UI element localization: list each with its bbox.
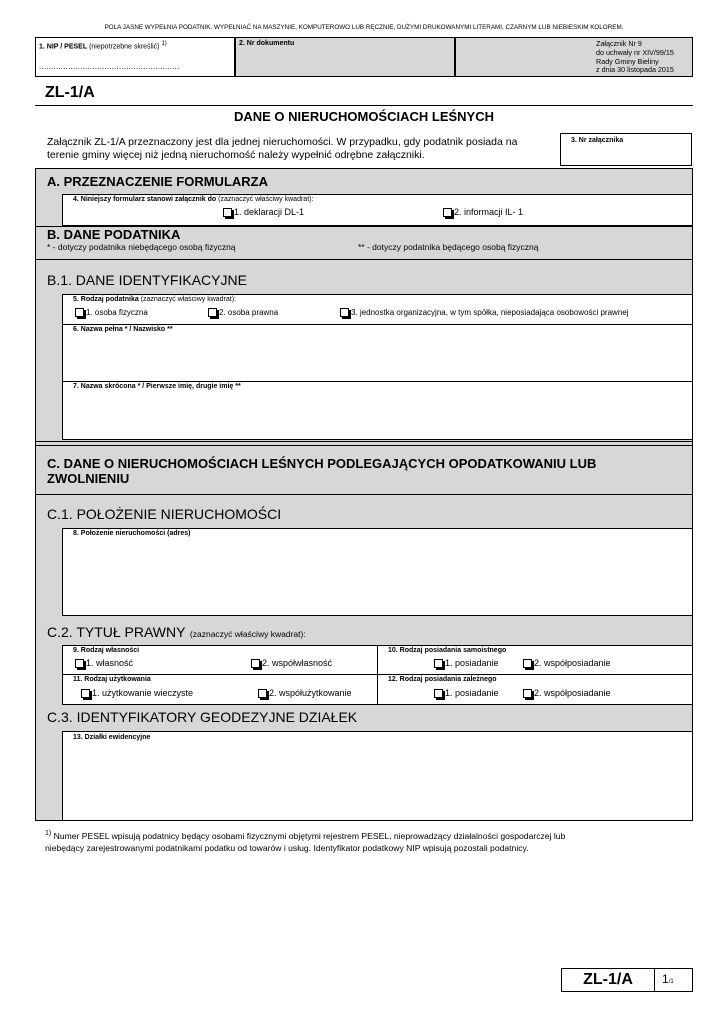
page-number: 1 [662,972,669,986]
section-a-title: A. PRZEZNACZENIE FORMULARZA [47,174,268,189]
co-possession-label: 2. współposiadanie [534,658,611,668]
field-8-label: 8. Położenie nieruchomości (adres) [73,530,191,537]
nip-footnote-marker: 1) [161,41,167,47]
legal-person-checkbox[interactable] [208,308,217,317]
footer-divider [654,969,655,991]
field-11-label: 11. Rodzaj użytkowania [73,676,151,683]
field-9-label: 9. Rodzaj własności [73,647,140,654]
title-rule [35,105,693,106]
field-13-label: 13. Działki ewidencyjne [73,734,151,741]
organizational-unit-label: 3. jednostka organizacyjna, w tym spółka, nieposiadająca osobowości prawnej [351,308,629,317]
field-6-label: 6. Nazwa pełna * / Nazwisko ** [73,326,173,333]
footnote-line [45,828,695,842]
document-number-field [235,37,455,77]
field-10-label: 10. Rodzaj posiadania samoistnego [388,647,507,654]
field-13-plots[interactable] [62,731,693,821]
il1-checkbox[interactable] [443,208,452,217]
attachment-number-label: 3. Nr załącznika [571,137,624,144]
field-4-purpose [62,194,693,226]
form-title: DANE O NIERUCHOMOŚCIACH LEŚNYCH [233,109,494,124]
intro-text: terenie gminy więcej niż jedną nieruchomość należy wypełnić odrębne załączniki. [47,149,425,161]
dl1-checkbox[interactable] [223,208,232,217]
section-c1-title: C.1. POŁOŻENIE NIERUCHOMOŚCI [47,506,282,522]
section-b-note-legal: * - dotyczy podatnika niebędącego osobą fizyczną [47,242,236,252]
footnote-text: niebędący zarejestrowanymi podatnikami podatku od towarów i usług. Identyfikator podatkowy NIP wpisują pozostali podatnicy. [45,842,529,853]
page-total: /1 [668,979,674,985]
section-a [35,168,693,226]
field-5-label: 5. Rodzaj podatnika [73,296,139,303]
section-b-title: B. DANE PODATNIKA [47,227,181,242]
dependent-co-possession-checkbox[interactable] [523,689,532,698]
field-6-full-name[interactable] [62,324,693,382]
field-12-label: 12. Rodzaj posiadania zależnego [388,676,497,683]
section-b1-title: B.1. DANE IDENTYFIKACYJNE [47,272,247,288]
section-c-title: C. DANE O NIERUCHOMOŚCIACH LEŚNYCH PODLEGAJĄCYCH OPODATKOWANIU LUB [47,456,597,471]
footer-form-code: ZL-1/A [583,971,633,988]
fill-instruction: POLA JASNE WYPEŁNIA PODATNIK. WYPEŁNIAĆ NA MASZYNIE, KOMPUTEROWO LUB RĘCZNIE, DUŻYMI DRUKOWANYMI LITERAMI, CZARNYM LUB NIEBIESKIM KOLOREM. [104,24,624,31]
section-b-note-natural: ** - dotyczy podatnika będącego osobą fizyczną [358,242,539,252]
attachment-info-line: Załącznik Nr 9 [596,39,642,48]
field-4-note: (zaznaczyć właściwy kwadrat): [218,196,314,203]
field-4-label: 4. Niniejszy formularz stanowi załącznik do [73,196,217,203]
ownership-checkbox[interactable] [75,659,84,668]
nip-dotted-line: .......................................................... [39,62,180,71]
attachment-info-line: do uchwały nr XIV/99/15 [596,47,674,57]
field-10-independent-possession [377,645,693,675]
dl1-option-label: 1. deklaracji DL-1 [234,207,305,217]
natural-person-label: 1. osoba fizyczna [86,308,148,317]
attachment-info-line: z dnia 30 listopada 2015 [596,65,674,75]
perpetual-usufruct-label: 1. użytkowanie wieczyste [92,688,194,698]
attachment-info-box [455,37,693,77]
field-12-dependent-possession [377,674,693,705]
field-11-usage [62,674,378,705]
perpetual-usufruct-checkbox[interactable] [81,689,90,698]
nip-label: 1. NIP / PESEL [39,43,88,51]
possession-label: 1. posiadanie [445,658,499,668]
document-number-label: 2. Nr dokumentu [239,40,295,47]
field-9-ownership [62,645,378,675]
attachment-info-line: Rady Gminy Bieliny [596,56,659,66]
co-ownership-checkbox[interactable] [251,659,260,668]
il1-option-label: 2. informacji IL- 1 [454,207,524,217]
footnote-text: Numer PESEL wpisują podatnicy będący osobami fizycznymi objętymi rejestrem PESEL, nieprowadzący działalności gospodarczej lub [53,830,566,841]
co-usage-checkbox[interactable] [258,689,267,698]
section-c-top-rule [36,445,692,446]
c-divider [36,494,692,495]
nip-pesel-field[interactable] [35,37,235,77]
co-usage-label: 2. współużytkowanie [269,688,352,698]
natural-person-checkbox[interactable] [75,308,84,317]
b-divider [36,259,692,260]
co-ownership-label: 2. współwłasność [262,658,333,668]
ownership-label: 1. własność [86,658,134,668]
footnote-marker: 1) [45,830,52,837]
attachment-number-field[interactable] [560,133,692,166]
form-code: ZL-1/A [45,84,95,101]
legal-person-label: 2. osoba prawna [219,308,279,317]
co-possession-checkbox[interactable] [523,659,532,668]
section-c3-title: C.3. IDENTYFIKATORY GEODEZYJNE DZIAŁEK [47,709,358,725]
possession-checkbox[interactable] [434,659,443,668]
section-c-title: ZWOLNIENIU [47,471,130,486]
nip-note: (niepotrzebne skreślić) [89,43,160,51]
field-7-short-name[interactable] [62,381,693,440]
intro-text: Załącznik ZL-1/A przeznaczony jest dla jednej nieruchomości. W przypadku, gdy podatnik posiada na [47,136,518,148]
dependent-co-possession-label: 2. współposiadanie [534,688,611,698]
section-c2-title: C.2. TYTUŁ PRAWNY [47,624,186,640]
section-c2-note: (zaznaczyć właściwy kwadrat): [189,629,306,639]
section-b [35,226,693,441]
field-5-note: (zaznaczyć właściwy kwadrat): [140,296,236,303]
organizational-unit-checkbox[interactable] [340,308,349,317]
dependent-possession-checkbox[interactable] [434,689,443,698]
field-8-location[interactable] [62,528,693,616]
field-7-label: 7. Nazwa skrócona * / Pierwsze imię, drugie imię ** [73,383,241,390]
dependent-possession-label: 1. posiadanie [445,688,499,698]
section-c [35,441,693,821]
footer-box [561,968,693,992]
field-5-taxpayer-type [62,294,693,325]
